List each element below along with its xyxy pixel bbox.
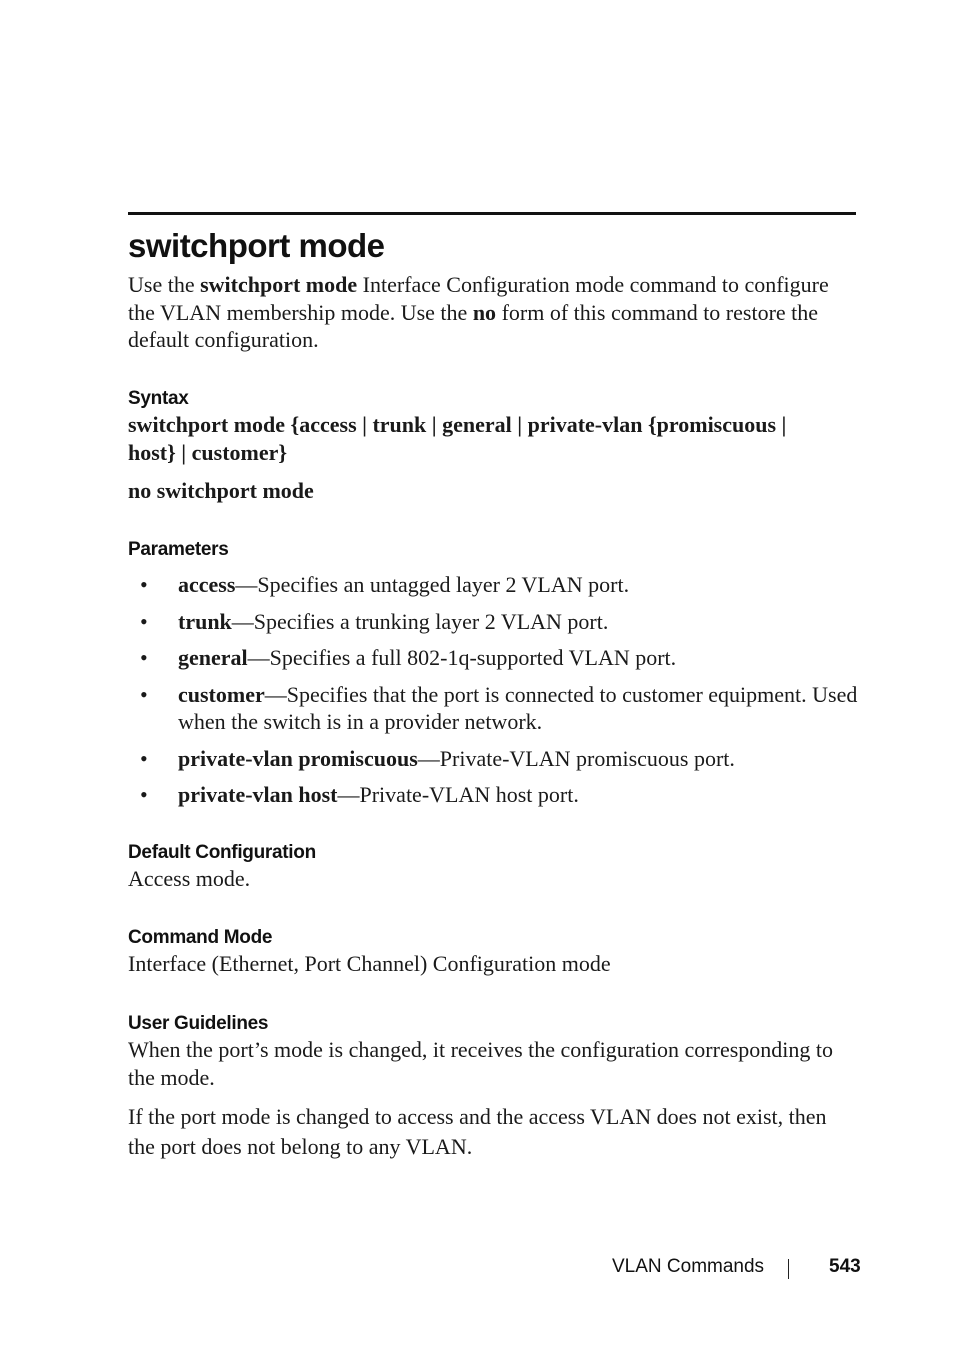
bullet: • bbox=[140, 782, 148, 807]
parameters-list bbox=[128, 571, 858, 809]
param-desc: —Specifies a full 802-1q-supported VLAN port. bbox=[247, 645, 677, 670]
footer-page-number: 543 bbox=[829, 1256, 861, 1277]
user-guidelines-paragraph-2: If the port mode is changed to access and the access VLAN does not exist, then the port does not belong to any VLAN. bbox=[128, 1104, 827, 1159]
syntax-line-1: switchport mode {access | trunk | general | private-vlan {promiscuous | host} | customer} bbox=[128, 412, 787, 465]
bullet: • bbox=[140, 572, 148, 597]
bullet: • bbox=[140, 645, 148, 670]
intro-no-keyword: no bbox=[472, 299, 497, 325]
list-item bbox=[128, 681, 858, 736]
user-guidelines-paragraph-1: When the port’s mode is changed, it receives the configuration corresponding to the mode. bbox=[128, 1037, 834, 1090]
intro-paragraph bbox=[128, 271, 858, 354]
bullet: • bbox=[140, 608, 148, 634]
user-guidelines-heading: User Guidelines bbox=[128, 1013, 269, 1034]
param-term: private-vlan promiscuous bbox=[178, 745, 418, 771]
list-item bbox=[128, 745, 858, 773]
syntax-line-2: no switchport mode bbox=[128, 478, 314, 503]
param-desc: —Specifies a trunking layer 2 VLAN port. bbox=[231, 608, 609, 634]
param-term: trunk bbox=[178, 608, 232, 634]
footer-separator bbox=[788, 1259, 789, 1279]
intro-post: form of this command to restore the default configuration. bbox=[128, 299, 819, 352]
list-item bbox=[128, 781, 858, 809]
list-item bbox=[128, 608, 858, 636]
param-desc: —Specifies that the port is connected to customer equipment. Used when the switch is in a provider network. bbox=[178, 681, 858, 734]
intro-command: switchport mode bbox=[200, 272, 358, 297]
parameters-heading: Parameters bbox=[128, 539, 229, 560]
param-desc: —Private-VLAN promiscuous port. bbox=[417, 745, 735, 771]
intro-pre: Use the bbox=[128, 272, 201, 297]
list-item bbox=[128, 644, 858, 672]
page-title: switchport mode bbox=[128, 227, 385, 264]
footer-section-title: VLAN Commands bbox=[612, 1256, 765, 1277]
param-term: customer bbox=[178, 681, 265, 707]
intro-mid: Interface Configuration mode command to configure the VLAN membership mode. Use the bbox=[128, 272, 829, 325]
param-desc: —Specifies an untagged layer 2 VLAN port. bbox=[235, 572, 630, 597]
syntax-heading: Syntax bbox=[128, 388, 189, 409]
command-mode-text: Interface (Ethernet, Port Channel) Configuration mode bbox=[128, 951, 611, 976]
default-configuration-heading: Default Configuration bbox=[128, 842, 316, 863]
param-term: general bbox=[178, 645, 248, 670]
param-term: access bbox=[178, 572, 236, 597]
param-desc: —Private-VLAN host port. bbox=[337, 782, 579, 807]
bullet: • bbox=[140, 745, 148, 771]
param-term: private-vlan host bbox=[178, 782, 338, 807]
command-mode-heading: Command Mode bbox=[128, 927, 273, 948]
title-rule bbox=[128, 212, 856, 215]
bullet: • bbox=[140, 681, 148, 707]
default-configuration-text: Access mode. bbox=[128, 866, 251, 891]
list-item bbox=[128, 571, 858, 599]
